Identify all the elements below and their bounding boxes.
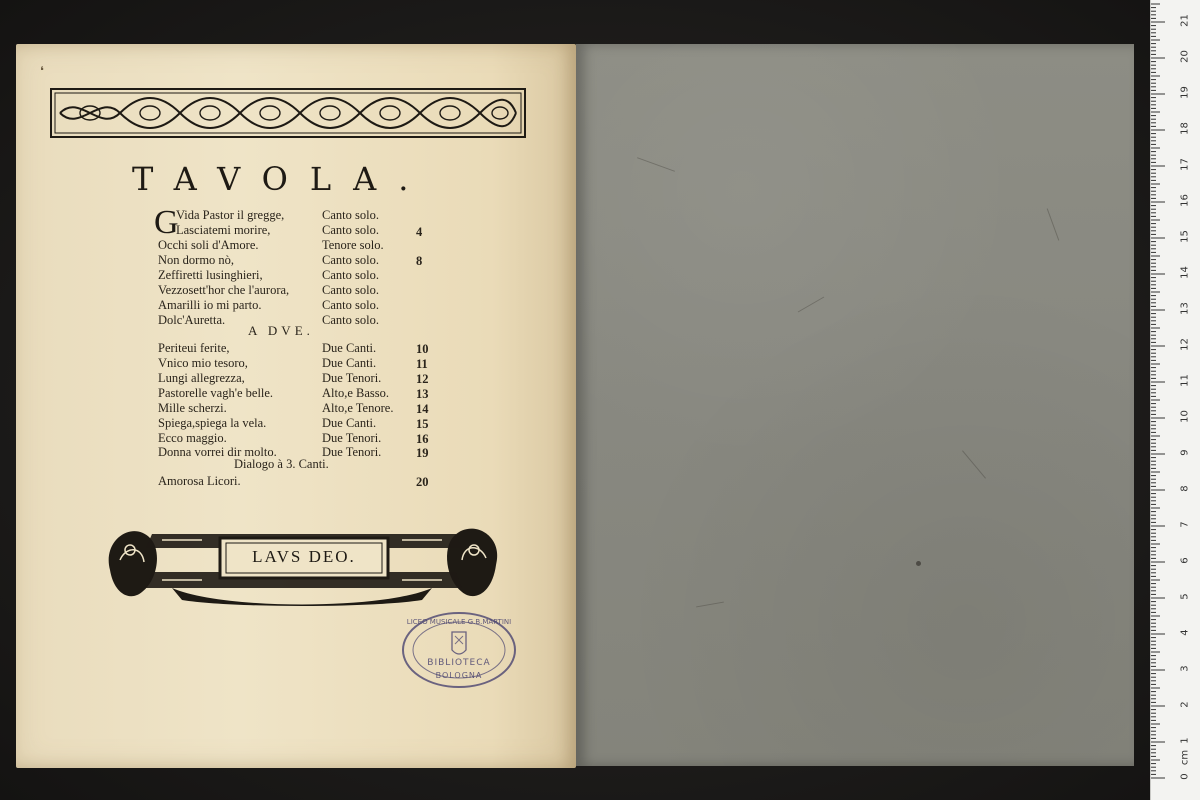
toc-entry-voices: Canto solo. — [322, 253, 379, 267]
toc-entry-voices: Canto solo. — [322, 313, 379, 327]
paper-speck — [916, 561, 921, 566]
ruler-label: 0 — [1179, 773, 1191, 780]
ruler-label: 10 — [1179, 410, 1191, 423]
toc-entry-page: 16 — [416, 432, 429, 446]
ruler-label: 5 — [1179, 593, 1191, 600]
stamp-line-1: LICEO MUSICALE G.B.MARTINI — [406, 618, 512, 626]
ruler-label: 18 — [1179, 122, 1191, 135]
toc-entry-title: Occhi soli d'Amore. — [158, 238, 259, 252]
right-page-blank-board — [576, 44, 1134, 766]
toc-entry-title: Vezzosett'hor che l'aurora, — [158, 283, 290, 297]
paper-fiber — [962, 450, 986, 478]
toc-entry-page: 13 — [416, 387, 429, 401]
ruler-label: 9 — [1179, 449, 1191, 456]
toc-entry-title: Spiega,spiega la vela. — [158, 416, 267, 430]
ruler-label: 6 — [1179, 557, 1191, 564]
page-mark: ❛ — [40, 64, 44, 78]
ruler-label: 13 — [1179, 302, 1191, 315]
toc-entry-title: Vida Pastor il gregge, — [176, 208, 285, 222]
ruler-label: 12 — [1179, 338, 1191, 351]
toc-entry-voices: Canto solo. — [322, 208, 379, 222]
toc-entry-voices: Due Tenori. — [322, 431, 382, 445]
ruler-label: 21 — [1179, 14, 1191, 27]
stamp-line-3: BOLOGNA — [435, 671, 483, 680]
ruler-ticks — [1151, 0, 1200, 800]
toc-entry-page: 20 — [416, 475, 429, 489]
toc-entry-title: Lasciatemi morire, — [176, 223, 271, 237]
toc-entry-voices: Tenore solo. — [322, 238, 384, 252]
toc-entry-voices: Due Canti. — [322, 356, 377, 370]
toc-entry-page: 4 — [416, 225, 423, 239]
toc-entry-page: 8 — [416, 254, 423, 268]
ruler-label: 19 — [1179, 86, 1191, 99]
page-title: TAVOLA. — [132, 160, 431, 198]
toc-entry-voices: Alto,e Basso. — [322, 386, 390, 400]
ruler-label: 16 — [1179, 194, 1191, 207]
toc-entry-voices: Due Tenori. — [322, 445, 382, 459]
toc-entry-voices: Due Canti. — [322, 341, 377, 355]
toc-entry-voices: Canto solo. — [322, 283, 379, 297]
toc-entry-title: Periteui ferite, — [158, 341, 230, 355]
toc-entry-title: Zeffiretti lusinghieri, — [158, 268, 263, 282]
ruler-label: 1 — [1179, 737, 1191, 744]
drop-cap: G — [154, 204, 179, 241]
ruler-label: 8 — [1179, 485, 1191, 492]
ruler-label: 11 — [1179, 374, 1191, 387]
toc-entry-title: Mille scherzi. — [158, 401, 227, 415]
toc-entry-title: Ecco maggio. — [158, 431, 227, 445]
section-heading-a-due: A DVE. — [248, 323, 314, 338]
ruler-unit-label: cm — [1179, 749, 1191, 766]
toc-entry-title: Vnico mio tesoro, — [158, 356, 248, 370]
toc-entry-voices: Canto solo. — [322, 298, 379, 312]
toc-entry-title: Lungi allegrezza, — [158, 371, 245, 385]
toc-entry-title: Amarilli io mi parto. — [158, 298, 262, 312]
toc-entry-page: 12 — [416, 372, 429, 386]
toc-entry-title: Non dormo nò, — [158, 253, 235, 267]
toc-entry-page: 10 — [416, 342, 429, 356]
toc-entry-voices: Canto solo. — [322, 223, 379, 237]
paper-fiber — [1047, 208, 1060, 240]
ruler-label: 7 — [1179, 521, 1191, 528]
paper-fiber — [637, 157, 675, 172]
toc-entry-title: Donna vorrei dir molto. — [158, 445, 277, 459]
toc-entry-title: Amorosa Licori. — [158, 474, 241, 488]
toc-entry-voices: Alto,e Tenore. — [322, 401, 394, 415]
left-page — [16, 44, 576, 768]
ruler-label: 20 — [1179, 50, 1191, 63]
toc-entry-title: Dolc'Auretta. — [158, 313, 226, 327]
toc-entry-title: Pastorelle vagh'e belle. — [158, 386, 274, 400]
measurement-ruler — [1150, 0, 1200, 800]
ruler-label: 14 — [1179, 266, 1191, 279]
toc-entry-voices: Due Canti. — [322, 416, 377, 430]
ruler-label: 17 — [1179, 158, 1191, 171]
toc-entry-page: 19 — [416, 446, 429, 460]
laus-deo-text: LAVS DEO. — [252, 547, 356, 566]
toc-entry-voices: Canto solo. — [322, 268, 379, 282]
ruler-label: 3 — [1179, 665, 1191, 672]
ruler-label: 4 — [1179, 629, 1191, 636]
toc-entry-voices: Due Tenori. — [322, 371, 382, 385]
stamp-line-2: BIBLIOTECA — [427, 658, 491, 668]
toc-entry-page: 15 — [416, 417, 429, 431]
toc-entry-page: 11 — [416, 357, 428, 371]
ruler-label: 15 — [1179, 230, 1191, 243]
paper-fiber — [696, 602, 724, 608]
paper-fiber — [798, 297, 824, 313]
ruler-label: 2 — [1179, 701, 1191, 708]
toc-entry-page: 14 — [416, 402, 429, 416]
dialog-heading: Dialogo à 3. Canti. — [234, 457, 329, 471]
